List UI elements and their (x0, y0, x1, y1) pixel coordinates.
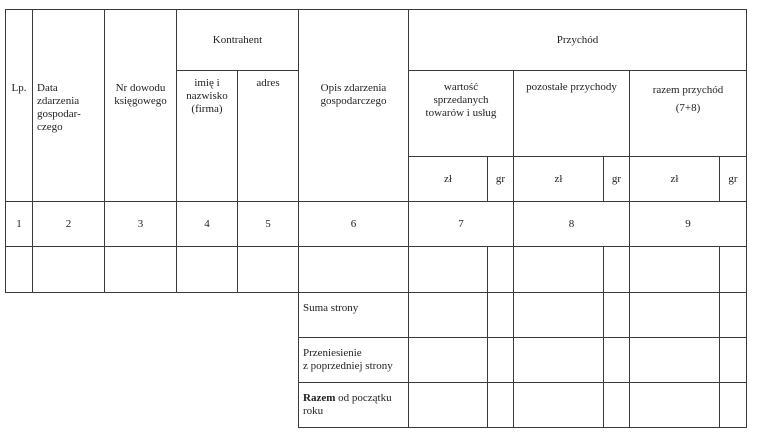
header-razem-przychod: razem przychód (7+8) (629, 70, 747, 157)
suma-gr-7[interactable] (487, 292, 514, 338)
summary-label-suma-strony: Suma strony (298, 292, 409, 338)
entry-cell-gr-7[interactable] (487, 246, 514, 293)
entry-cell-gr-9[interactable] (719, 246, 747, 293)
suma-gr-8[interactable] (603, 292, 630, 338)
header-wartosc-sprzedanych: wartość sprzedanych towarów i usług (408, 70, 514, 157)
col-number-6: 6 (298, 201, 409, 247)
entry-cell-data[interactable] (32, 246, 105, 293)
przeniesienie-gr-8[interactable] (603, 337, 630, 383)
entry-cell-imie[interactable] (176, 246, 238, 293)
razem-zl-7[interactable] (408, 382, 488, 428)
col-number-5: 5 (237, 201, 299, 247)
header-adres: adres (237, 70, 299, 202)
razem-gr-8[interactable] (603, 382, 630, 428)
razem-gr-9[interactable] (719, 382, 747, 428)
col-number-7: 7 (408, 201, 514, 247)
col-number-4: 4 (176, 201, 238, 247)
header-opis: Opis zdarzenia gospodarczego (298, 9, 409, 202)
header-zl-7: zł (408, 156, 488, 202)
header-gr-8: gr (603, 156, 630, 202)
col-number-2: 2 (32, 201, 105, 247)
przeniesienie-gr-7[interactable] (487, 337, 514, 383)
entry-cell-lp[interactable] (5, 246, 33, 293)
header-imie-nazwisko: imię i nazwisko (firma) (176, 70, 238, 202)
header-pozostale-przychody: pozostałe przychody (513, 70, 630, 157)
col-number-3: 3 (104, 201, 177, 247)
col-number-1: 1 (5, 201, 33, 247)
summary-label-przeniesienie: Przeniesienie z poprzedniej strony (298, 337, 409, 383)
entry-cell-nr-dowodu[interactable] (104, 246, 177, 293)
suma-zl-7[interactable] (408, 292, 488, 338)
header-gr-9: gr (719, 156, 747, 202)
entry-cell-zl-9[interactable] (629, 246, 720, 293)
entry-cell-zl-8[interactable] (513, 246, 604, 293)
entry-cell-zl-7[interactable] (408, 246, 488, 293)
razem-bold-label: Razem (303, 392, 336, 404)
header-nr-dowodu: Nr dowodu księgowego (104, 9, 177, 202)
suma-gr-9[interactable] (719, 292, 747, 338)
przeniesienie-zl-7[interactable] (408, 337, 488, 383)
col-number-9: 9 (629, 201, 747, 247)
razem-rest-label: od początku roku (303, 392, 392, 417)
header-lp: Lp. (5, 9, 33, 202)
przeniesienie-zl-9[interactable] (629, 337, 720, 383)
header-zl-9: zł (629, 156, 720, 202)
entry-cell-opis[interactable] (298, 246, 409, 293)
summary-label-razem (298, 382, 409, 428)
header-zl-8: zł (513, 156, 604, 202)
header-przychod: Przychód (408, 9, 747, 71)
suma-zl-9[interactable] (629, 292, 720, 338)
col-number-8: 8 (513, 201, 630, 247)
przeniesienie-zl-8[interactable] (513, 337, 604, 383)
razem-zl-8[interactable] (513, 382, 604, 428)
razem-gr-7[interactable] (487, 382, 514, 428)
suma-zl-8[interactable] (513, 292, 604, 338)
header-kontrahent: Kontrahent (176, 9, 299, 71)
entry-cell-adres[interactable] (237, 246, 299, 293)
przeniesienie-gr-9[interactable] (719, 337, 747, 383)
entry-cell-gr-8[interactable] (603, 246, 630, 293)
razem-zl-9[interactable] (629, 382, 720, 428)
header-gr-7: gr (487, 156, 514, 202)
header-data-zdarzenia: Data zdarzenia gospodar- czego (32, 9, 105, 202)
